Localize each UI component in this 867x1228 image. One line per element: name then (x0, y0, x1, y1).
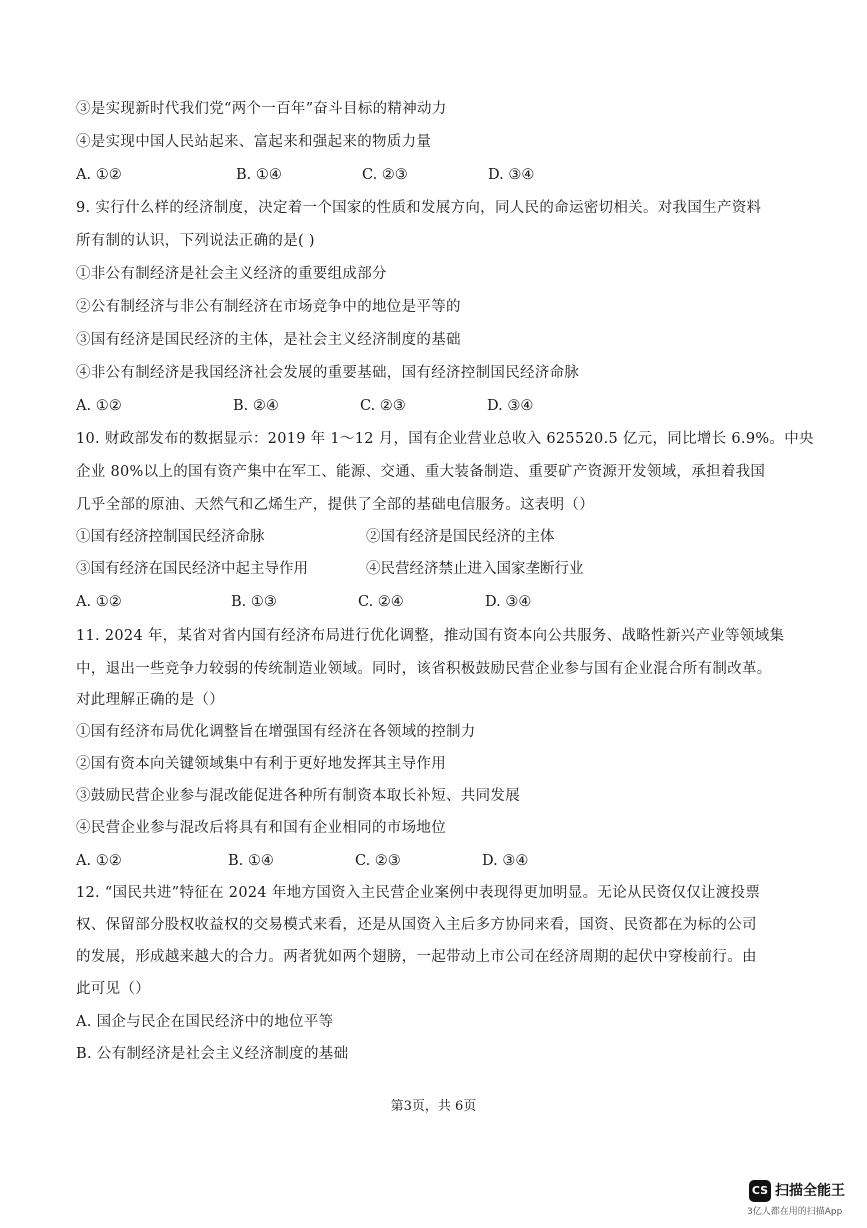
q10-choice-a: A. ①② (76, 594, 122, 610)
q12-stem-line-4: 此可见（） (76, 981, 150, 997)
q10-stem-line-3: 几乎全部的原油、天然气和乙烯生产，提供了全部的基础电信服务。这表明（） (76, 497, 594, 513)
q10-choice-c: C. ②④ (358, 594, 404, 610)
q9-statement-4: ④非公有制经济是我国经济社会发展的重要基础，国有经济控制国民经济命脉 (76, 365, 580, 381)
q10-choices (76, 592, 836, 612)
q11-stem-line-2: 中，退出一些竞争力较弱的传统制造业领域。同时，该省积极鼓励民营企业参与国有企业混合所有制改革。 (76, 661, 772, 677)
q11-statement-2: ②国有资本向关键领域集中有利于更好地发挥其主导作用 (76, 756, 446, 772)
q8-choice-c: C. ②③ (362, 167, 408, 183)
q11-choice-c: C. ②③ (355, 853, 401, 869)
q9-statement-1: ①非公有制经济是社会主义经济的重要组成部分 (76, 266, 387, 282)
q8-statement-3: ③是实现新时代我们党“两个一百年”奋斗目标的精神动力 (76, 101, 447, 117)
q9-choice-b: B. ②④ (233, 398, 279, 414)
camscanner-watermark (747, 1180, 857, 1224)
page-number: 第3页，共 6页 (390, 1099, 477, 1114)
q11-choice-b: B. ①④ (228, 853, 274, 869)
q8-choice-a: A. ①② (76, 167, 122, 183)
q10-statement-2: ②国有经济是国民经济的主体 (366, 529, 555, 545)
q11-stem-line-3: 对此理解正确的是（） (76, 692, 224, 708)
q11-statement-1: ①国有经济布局优化调整旨在增强国有经济在各领域的控制力 (76, 724, 476, 740)
q9-stem-line-1: 9. 实行什么样的经济制度，决定着一个国家的性质和发展方向，同人民的命运密切相关。对我国生产资料 (76, 200, 762, 216)
q10-statements-row-2 (76, 559, 836, 579)
camscanner-tagline: 3亿人都在用的扫描App (747, 1207, 843, 1217)
camscanner-logo-icon: CS (749, 1180, 771, 1202)
q9-choice-c: C. ②③ (360, 398, 406, 414)
q9-statement-3: ③国有经济是国民经济的主体，是社会主义经济制度的基础 (76, 332, 461, 348)
q12-choice-b: B. 公有制经济是社会主义经济制度的基础 (76, 1046, 349, 1062)
q11-stem-line-1: 11. 2024 年，某省对省内国有经济布局进行优化调整，推动国有资本向公共服务、战略性新兴产业等领域集 (76, 628, 785, 644)
q11-choice-a: A. ①② (76, 853, 122, 869)
q9-choice-a: A. ①② (76, 398, 122, 414)
q12-stem-line-2: 权、保留部分股权收益权的交易模式来看，还是从国资入主后多方协同来看，国资、民资都在为标的公司 (76, 917, 757, 933)
camscanner-app-name: 扫描全能王 (775, 1183, 845, 1199)
q10-choice-d: D. ③④ (485, 594, 532, 610)
q11-choices (76, 851, 836, 871)
q8-choice-b: B. ①④ (236, 167, 282, 183)
q8-choice-d: D. ③④ (488, 167, 535, 183)
q9-stem-line-2: 所有制的认识，下列说法正确的是( ) (76, 233, 315, 249)
q10-choice-b: B. ①③ (231, 594, 277, 610)
q8-choices (76, 165, 836, 185)
q12-stem-line-1: 12. “国民共进”特征在 2024 年地方国资入主民营企业案例中表现得更加明显。无论从民资仅仅让渡投票 (76, 885, 761, 901)
q10-statement-3: ③国有经济在国民经济中起主导作用 (76, 561, 308, 577)
q11-choice-d: D. ③④ (482, 853, 529, 869)
q9-choices (76, 396, 836, 416)
q9-statement-2: ②公有制经济与非公有制经济在市场竞争中的地位是平等的 (76, 299, 461, 315)
q11-statement-4: ④民营企业参与混改后将具有和国有企业相同的市场地位 (76, 820, 446, 836)
q11-statement-3: ③鼓励民营企业参与混改能促进各种所有制资本取长补短、共同发展 (76, 788, 520, 804)
q12-choice-a: A. 国企与民企在国民经济中的地位平等 (76, 1014, 334, 1030)
q8-statement-4: ④是实现中国人民站起来、富起来和强起来的物质力量 (76, 134, 432, 150)
q12-stem-line-3: 的发展，形成越来越大的合力。两者犹如两个翅膀，一起带动上市公司在经济周期的起伏中穿梭前行。由 (76, 949, 757, 965)
q10-statement-1: ①国有经济控制国民经济命脉 (76, 529, 265, 545)
q10-stem-line-1: 10. 财政部发布的数据显示：2019 年 1～12 月，国有企业营业总收入 625520.5 亿元，同比增长 6.9%。中央 (76, 431, 814, 447)
q10-stem-line-2: 企业 80%以上的国有资产集中在军工、能源、交通、重大装备制造、重要矿产资源开发领域，承担着我国 (76, 464, 766, 480)
q10-statements-row-1 (76, 527, 836, 547)
q9-choice-d: D. ③④ (487, 398, 534, 414)
q10-statement-4: ④民营经济禁止进入国家垄断行业 (366, 561, 584, 577)
